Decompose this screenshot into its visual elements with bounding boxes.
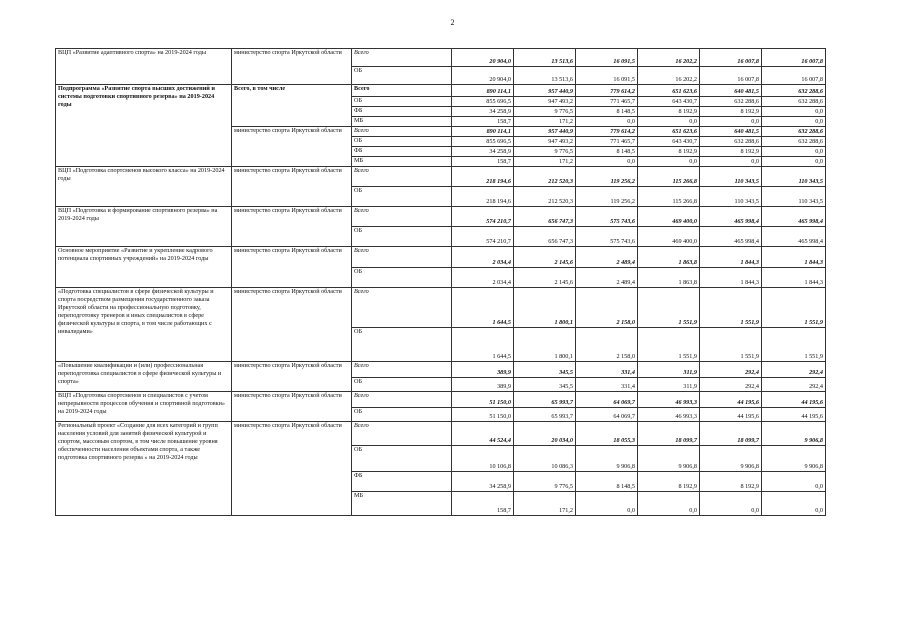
amount-cell: 9 776,5	[514, 107, 576, 117]
table-row	[56, 207, 826, 227]
program-name-cell: Основное мероприятие «Развитие и укрепление кадрового потенциала спортивных учреждений» на 2019-2024 годы	[56, 247, 232, 288]
amount-cell: 389,9	[452, 378, 514, 392]
executor-cell: Всего, в том числе	[232, 85, 352, 127]
amount-cell: 18 099,7	[638, 422, 700, 446]
amount-cell: 0,0	[762, 157, 826, 167]
amount-cell: 64 069,7	[576, 408, 638, 422]
amount-cell: 656 747,3	[514, 227, 576, 247]
amount-cell: 1 551,9	[638, 288, 700, 328]
amount-cell: 771 465,7	[576, 137, 638, 147]
funding-source-cell: ОБ	[352, 268, 452, 288]
funding-source-cell: МБ	[352, 157, 452, 167]
amount-cell: 110 343,5	[700, 187, 762, 207]
amount-cell: 212 520,3	[514, 167, 576, 187]
amount-cell: 656 747,3	[514, 207, 576, 227]
amount-cell: 855 696,5	[452, 137, 514, 147]
program-name-cell: ВЦП «Развитие адаптивного спорта» на 2019-2024 годы	[56, 49, 232, 85]
amount-cell: 218 194,6	[452, 187, 514, 207]
amount-cell: 9 776,5	[514, 472, 576, 492]
amount-cell: 8 192,9	[638, 147, 700, 157]
amount-cell: 16 091,5	[576, 67, 638, 85]
amount-cell: 0,0	[762, 147, 826, 157]
executor-cell: министерство спорта Иркутской области	[232, 392, 352, 422]
amount-cell: 9 906,8	[576, 446, 638, 472]
amount-cell: 643 430,7	[638, 97, 700, 107]
funding-source-cell: ОБ	[352, 446, 452, 472]
amount-cell: 18 055,3	[576, 422, 638, 446]
amount-cell: 158,7	[452, 492, 514, 516]
amount-cell: 1 863,8	[638, 268, 700, 288]
funding-source-cell: Всего	[352, 247, 452, 268]
amount-cell: 158,7	[452, 117, 514, 127]
amount-cell: 0,0	[576, 117, 638, 127]
amount-cell: 771 465,7	[576, 97, 638, 107]
amount-cell: 1 551,9	[762, 328, 826, 362]
amount-cell: 8 192,9	[700, 472, 762, 492]
amount-cell: 1 800,1	[514, 288, 576, 328]
amount-cell: 292,4	[762, 378, 826, 392]
amount-cell: 0,0	[762, 492, 826, 516]
amount-cell: 640 481,5	[700, 127, 762, 137]
executor-cell: министерство спорта Иркутской области	[232, 288, 352, 362]
program-name-cell: «Подготовка специалистов в сфере физической культуры и спорта посредством размещения государственного заказа Иркутской области на профессиональную подготовку, переподготовку тренеров и иных специалистов в сфере физической культуры и спорта, в том числе работающих с инвалидами»	[56, 288, 232, 362]
amount-cell: 13 513,6	[514, 49, 576, 67]
amount-cell: 292,4	[700, 378, 762, 392]
amount-cell: 2 145,6	[514, 268, 576, 288]
amount-cell: 1 863,8	[638, 247, 700, 268]
amount-cell: 115 266,8	[638, 187, 700, 207]
amount-cell: 1 844,3	[762, 247, 826, 268]
amount-cell: 9 906,8	[638, 446, 700, 472]
amount-cell: 632 288,6	[762, 127, 826, 137]
program-name-cell: ВЦП «Подготовка и формирование спортивного резерва» на 2019-2024 годы	[56, 207, 232, 247]
amount-cell: 632 288,6	[762, 137, 826, 147]
funding-source-cell: Всего	[352, 85, 452, 97]
amount-cell: 16 202,2	[638, 67, 700, 85]
amount-cell: 465 998,4	[762, 207, 826, 227]
funding-source-cell: ОБ	[352, 378, 452, 392]
amount-cell: 632 288,6	[700, 97, 762, 107]
table-row	[56, 392, 826, 408]
amount-cell: 171,2	[514, 157, 576, 167]
amount-cell: 20 034,0	[514, 422, 576, 446]
amount-cell: 110 343,5	[762, 167, 826, 187]
amount-cell: 34 258,9	[452, 107, 514, 117]
funding-source-cell: Всего	[352, 392, 452, 408]
funding-source-cell: ОБ	[352, 187, 452, 207]
page-number: 2	[450, 18, 455, 27]
amount-cell: 0,0	[762, 107, 826, 117]
amount-cell: 345,5	[514, 362, 576, 378]
amount-cell: 311,9	[638, 378, 700, 392]
amount-cell: 2 034,4	[452, 268, 514, 288]
amount-cell: 1 844,3	[700, 247, 762, 268]
amount-cell: 16 007,8	[762, 67, 826, 85]
funding-source-cell: Всего	[352, 207, 452, 227]
funding-source-cell: МБ	[352, 117, 452, 127]
amount-cell: 1 551,9	[700, 328, 762, 362]
amount-cell: 632 288,6	[700, 137, 762, 147]
amount-cell: 44 195,6	[700, 392, 762, 408]
amount-cell: 8 192,9	[638, 107, 700, 117]
amount-cell: 331,4	[576, 362, 638, 378]
amount-cell: 8 192,9	[700, 107, 762, 117]
amount-cell: 632 288,6	[762, 85, 826, 97]
amount-cell: 46 993,3	[638, 392, 700, 408]
amount-cell: 947 493,2	[514, 137, 576, 147]
amount-cell: 1 644,5	[452, 288, 514, 328]
funding-source-cell: ОБ	[352, 97, 452, 107]
amount-cell: 465 998,4	[700, 207, 762, 227]
table-row	[56, 247, 826, 268]
amount-cell: 0,0	[638, 157, 700, 167]
amount-cell: 632 288,6	[762, 97, 826, 107]
executor-cell: министерство спорта Иркутской области	[232, 49, 352, 85]
executor-cell: министерство спорта Иркутской области	[232, 422, 352, 516]
amount-cell: 574 210,7	[452, 227, 514, 247]
amount-cell: 389,9	[452, 362, 514, 378]
table-row	[56, 422, 826, 446]
amount-cell: 110 343,5	[700, 167, 762, 187]
amount-cell: 0,0	[576, 492, 638, 516]
amount-cell: 957 440,9	[514, 85, 576, 97]
amount-cell: 651 623,6	[638, 127, 700, 137]
amount-cell: 34 258,9	[452, 147, 514, 157]
amount-cell: 16 007,8	[700, 49, 762, 67]
amount-cell: 44 195,6	[700, 408, 762, 422]
amount-cell: 8 148,5	[576, 472, 638, 492]
amount-cell: 947 493,2	[514, 97, 576, 107]
budget-table	[55, 48, 826, 516]
amount-cell: 0,0	[762, 117, 826, 127]
amount-cell: 16 007,8	[762, 49, 826, 67]
amount-cell: 64 069,7	[576, 392, 638, 408]
amount-cell: 890 114,1	[452, 85, 514, 97]
funding-source-cell: Всего	[352, 362, 452, 378]
amount-cell: 8 192,9	[700, 147, 762, 157]
amount-cell: 51 150,0	[452, 408, 514, 422]
amount-cell: 46 993,3	[638, 408, 700, 422]
funding-source-cell: ФБ	[352, 107, 452, 117]
funding-source-cell: Всего	[352, 422, 452, 446]
program-name-cell: Региональный проект «Создание для всех категорий и групп населения условий для занятий физической культурой и спортом, массовым спортом, в том числе повышение уровня обеспеченности населения объектами спорта, а также подготовка спортивного резерва » на 2019-2024 годы	[56, 422, 232, 516]
funding-source-cell: Всего	[352, 288, 452, 328]
amount-cell: 575 743,6	[576, 227, 638, 247]
amount-cell: 44 195,6	[762, 392, 826, 408]
amount-cell: 1 800,1	[514, 328, 576, 362]
amount-cell: 8 192,9	[638, 472, 700, 492]
amount-cell: 957 440,9	[514, 127, 576, 137]
amount-cell: 44 524,4	[452, 422, 514, 446]
amount-cell: 643 430,7	[638, 137, 700, 147]
amount-cell: 292,4	[700, 362, 762, 378]
funding-source-cell: ФБ	[352, 472, 452, 492]
executor-cell: министерство спорта Иркутской области	[232, 247, 352, 288]
amount-cell: 0,0	[638, 492, 700, 516]
amount-cell: 119 256,2	[576, 167, 638, 187]
amount-cell: 8 148,5	[576, 107, 638, 117]
amount-cell: 855 696,5	[452, 97, 514, 107]
amount-cell: 2 489,4	[576, 247, 638, 268]
amount-cell: 0,0	[700, 492, 762, 516]
amount-cell: 1 551,9	[700, 288, 762, 328]
funding-source-cell: МБ	[352, 492, 452, 516]
executor-cell: министерство спорта Иркутской области	[232, 207, 352, 247]
amount-cell: 574 210,7	[452, 207, 514, 227]
amount-cell: 311,9	[638, 362, 700, 378]
amount-cell: 212 520,3	[514, 187, 576, 207]
funding-source-cell: ОБ	[352, 328, 452, 362]
amount-cell: 16 202,2	[638, 49, 700, 67]
amount-cell: 2 158,0	[576, 328, 638, 362]
amount-cell: 2 489,4	[576, 268, 638, 288]
amount-cell: 171,2	[514, 492, 576, 516]
amount-cell: 13 513,6	[514, 67, 576, 85]
amount-cell: 9 906,8	[700, 446, 762, 472]
amount-cell: 651 623,6	[638, 85, 700, 97]
funding-source-cell: Всего	[352, 127, 452, 137]
amount-cell: 110 343,5	[762, 187, 826, 207]
amount-cell: 65 993,7	[514, 408, 576, 422]
amount-cell: 1 844,3	[762, 268, 826, 288]
funding-source-cell: ОБ	[352, 227, 452, 247]
table-row	[56, 85, 826, 97]
program-name-cell: ВЦП «Подготовка спортсменов высокого класса» на 2019-2024 годы	[56, 167, 232, 207]
amount-cell: 9 776,5	[514, 147, 576, 157]
program-name-cell: Подпрограмма «Развитие спорта высших достижений и системы подготовки спортивного резерва» на 2019-2024 годы	[56, 85, 232, 167]
amount-cell: 575 743,6	[576, 207, 638, 227]
amount-cell: 20 904,0	[452, 49, 514, 67]
funding-source-cell: Всего	[352, 167, 452, 187]
amount-cell: 331,4	[576, 378, 638, 392]
funding-source-cell: ФБ	[352, 147, 452, 157]
amount-cell: 2 158,0	[576, 288, 638, 328]
amount-cell: 465 998,4	[762, 227, 826, 247]
program-name-cell: «Повышение квалификации и (или) профессиональная переподготовка специалистов в сфере физической культуры и спорта»	[56, 362, 232, 392]
amount-cell: 10 106,8	[452, 446, 514, 472]
amount-cell: 9 906,8	[762, 446, 826, 472]
amount-cell: 0,0	[762, 472, 826, 492]
amount-cell: 890 114,1	[452, 127, 514, 137]
funding-source-cell: ОБ	[352, 137, 452, 147]
amount-cell: 65 993,7	[514, 392, 576, 408]
amount-cell: 0,0	[638, 117, 700, 127]
funding-source-cell: ОБ	[352, 67, 452, 85]
amount-cell: 0,0	[700, 117, 762, 127]
amount-cell: 158,7	[452, 157, 514, 167]
amount-cell: 171,2	[514, 117, 576, 127]
amount-cell: 16 091,5	[576, 49, 638, 67]
amount-cell: 779 614,2	[576, 85, 638, 97]
executor-cell: министерство спорта Иркутской области	[232, 362, 352, 392]
amount-cell: 51 150,0	[452, 392, 514, 408]
amount-cell: 469 400,0	[638, 207, 700, 227]
table-row	[56, 167, 826, 187]
amount-cell: 465 998,4	[700, 227, 762, 247]
amount-cell: 16 007,8	[700, 67, 762, 85]
amount-cell: 640 481,5	[700, 85, 762, 97]
amount-cell: 779 614,2	[576, 127, 638, 137]
funding-source-cell: Всего	[352, 49, 452, 67]
program-name-cell: ВЦП «Подготовка спортсменов и специалистов с учетом непрерывности процессов обучения и спортивной подготовки» на 2019-2024 годы	[56, 392, 232, 422]
amount-cell: 1 551,9	[762, 288, 826, 328]
amount-cell: 8 148,5	[576, 147, 638, 157]
amount-cell: 44 195,6	[762, 408, 826, 422]
amount-cell: 1 644,5	[452, 328, 514, 362]
amount-cell: 1 844,3	[700, 268, 762, 288]
amount-cell: 292,4	[762, 362, 826, 378]
amount-cell: 10 086,3	[514, 446, 576, 472]
funding-source-cell: ОБ	[352, 408, 452, 422]
amount-cell: 345,5	[514, 378, 576, 392]
amount-cell: 9 906,8	[762, 422, 826, 446]
amount-cell: 1 551,9	[638, 328, 700, 362]
executor-cell: министерство спорта Иркутской области	[232, 127, 352, 167]
amount-cell: 119 256,2	[576, 187, 638, 207]
amount-cell: 115 266,8	[638, 167, 700, 187]
executor-cell: министерство спорта Иркутской области	[232, 167, 352, 207]
table-row	[56, 362, 826, 378]
table-row	[56, 288, 826, 328]
amount-cell: 0,0	[576, 157, 638, 167]
amount-cell: 469 400,0	[638, 227, 700, 247]
amount-cell: 20 904,0	[452, 67, 514, 85]
table-row	[56, 49, 826, 67]
amount-cell: 2 145,6	[514, 247, 576, 268]
amount-cell: 34 258,9	[452, 472, 514, 492]
amount-cell: 218 194,6	[452, 167, 514, 187]
amount-cell: 0,0	[700, 157, 762, 167]
amount-cell: 18 099,7	[700, 422, 762, 446]
amount-cell: 2 034,4	[452, 247, 514, 268]
